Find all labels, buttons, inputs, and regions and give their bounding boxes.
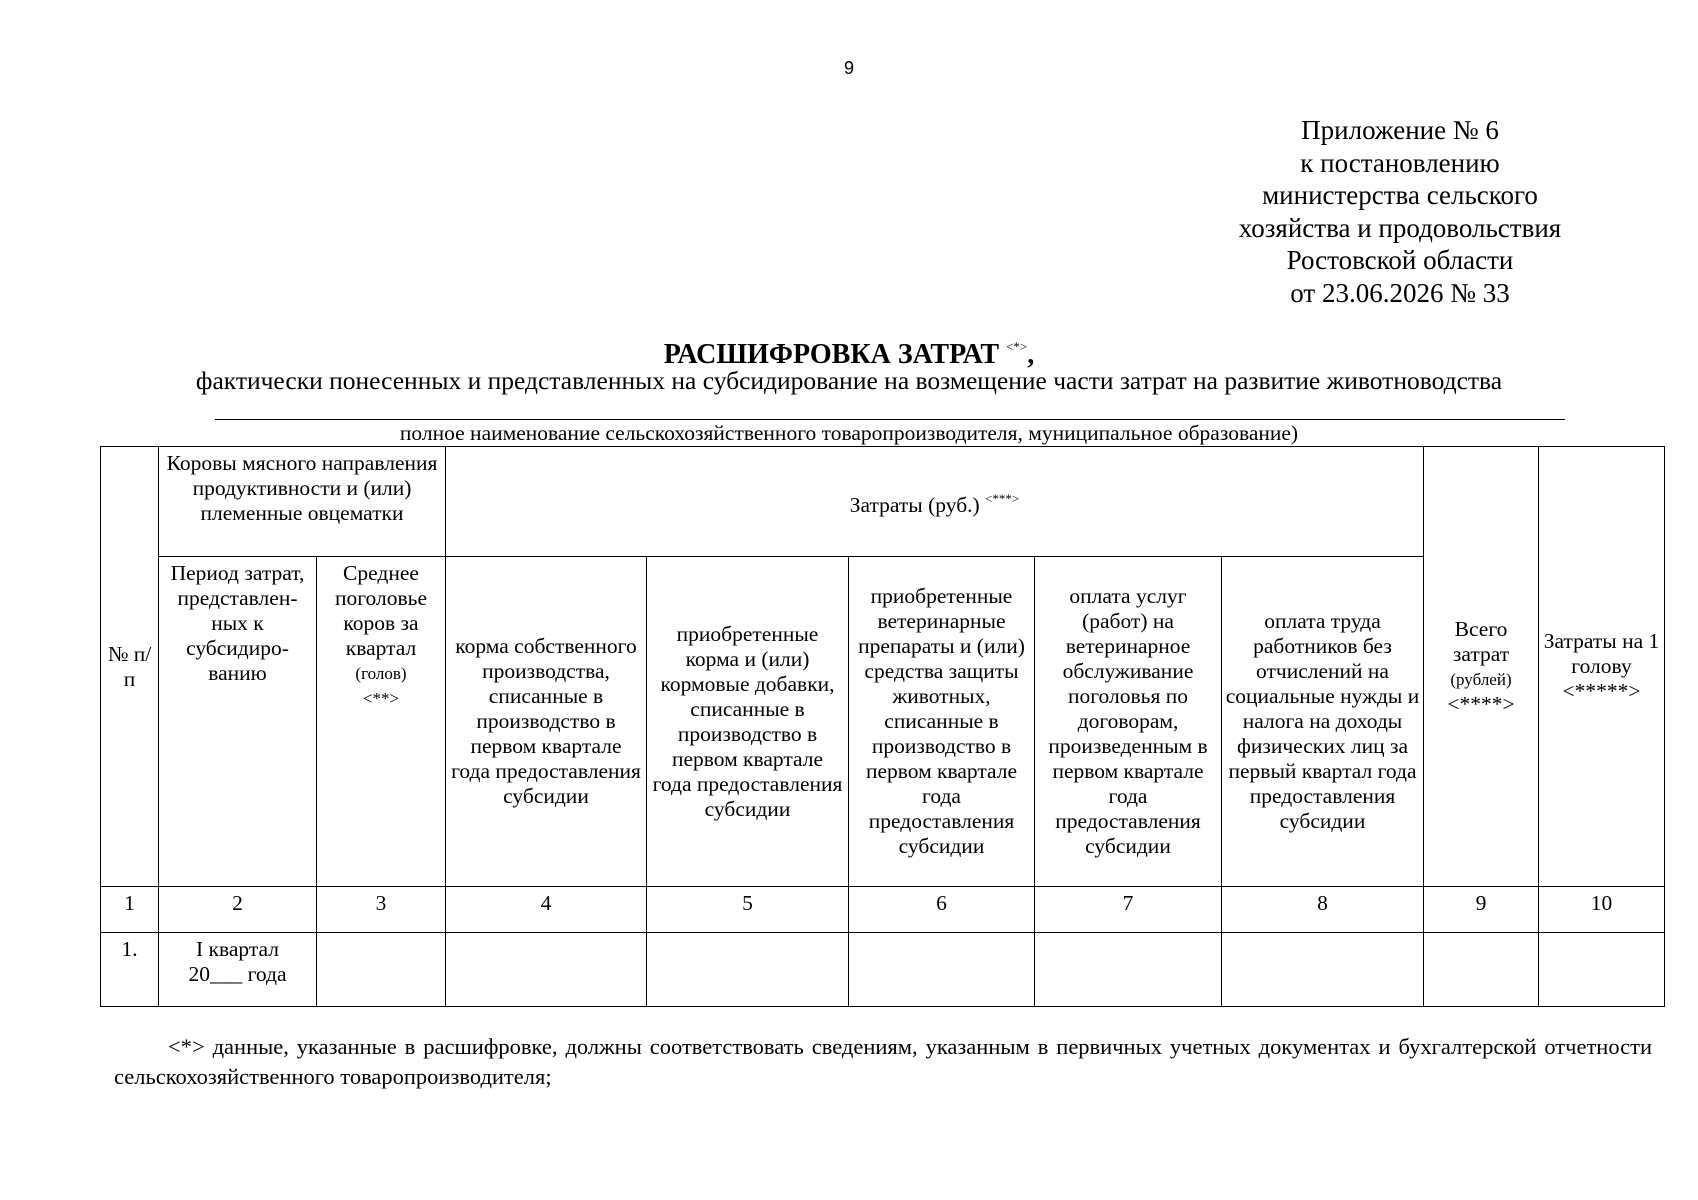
row-own-feed-cell[interactable] <box>446 933 647 1007</box>
header-cell-own-feed <box>446 557 647 887</box>
appendix-line: к постановлению <box>1300 147 1500 178</box>
producer-name-caption: полное наименование сельскохозяйственного товаропроизводителя, муниципальное образование) <box>399 421 1299 445</box>
header-cell-period <box>159 557 317 887</box>
header-cell-per-head <box>1539 447 1665 887</box>
header-avg-head-label: Среднее поголовье коров за квартал <box>335 561 427 660</box>
row-vet-services-cell[interactable] <box>1035 933 1222 1007</box>
header-costs-group-mark: <***> <box>985 490 1020 506</box>
row-period-line: 20___ года <box>188 962 287 986</box>
header-period-label: Период затрат, представлен-ных к субсидиро-ванию <box>170 561 305 685</box>
header-cell-avg-head <box>317 557 446 887</box>
row-period-cell <box>159 933 317 1007</box>
header-labor-label: оплата труда работников без отчислений на социальные нужды и налога на доходы физических лиц за первый квартал года предоставления субсидии <box>1225 609 1420 833</box>
header-vet-services-label: оплата услуг (работ) на ветеринарное обслуживание поголовья по договорам, произведенным в первом квартале года предоставления субсидии <box>1048 584 1208 858</box>
header-number-label: № п/п <box>107 641 152 691</box>
column-number-cell: 2 <box>159 887 317 933</box>
column-number-cell: 8 <box>1222 887 1424 933</box>
row-per-head-cell[interactable] <box>1539 933 1665 1007</box>
header-cell-cows-group <box>159 447 446 557</box>
row-labor-cell[interactable] <box>1222 933 1424 1007</box>
appendix-block <box>1180 114 1620 309</box>
appendix-line: от 23.06.2026 № 33 <box>1290 277 1510 308</box>
page-number: 9 <box>843 58 854 78</box>
title-comma: , <box>1027 339 1035 370</box>
column-number-cell: 7 <box>1035 887 1222 933</box>
column-number-cell: 3 <box>317 887 446 933</box>
column-number-cell: 5 <box>647 887 849 933</box>
header-total-label: Всего затрат <box>1452 616 1510 666</box>
header-avg-head-mark: <**> <box>362 689 400 708</box>
header-cell-costs-group <box>446 447 1424 557</box>
appendix-line: министерства сельского <box>1262 180 1538 210</box>
header-cell-total <box>1424 447 1539 887</box>
appendix-line: хозяйства и продовольствия <box>1238 212 1562 243</box>
header-total-mark: <****> <box>1447 691 1515 716</box>
title-main: РАСШИФРОВКА ЗАТРАТ <box>663 339 1000 370</box>
column-number-cell: 4 <box>446 887 647 933</box>
header-cell-number <box>101 447 159 887</box>
header-costs-group-label: Затраты (руб.) <box>849 492 980 517</box>
row-avg-head-cell[interactable] <box>317 933 446 1007</box>
header-cell-vet-drugs <box>849 557 1035 887</box>
row-total-cell[interactable] <box>1424 933 1539 1007</box>
column-number-cell: 6 <box>849 887 1035 933</box>
header-vet-drugs-label: приобретенные ветеринарные препараты и (или) средства защиты животных, списанные в производство в первом квартале года предоставления субсидии <box>858 584 1025 858</box>
column-number-cell: 9 <box>1424 887 1539 933</box>
row-purchased-feed-cell[interactable] <box>647 933 849 1007</box>
table-row <box>101 933 1665 1007</box>
header-row-groups <box>101 447 1665 557</box>
costs-table <box>100 446 1665 1007</box>
header-cell-purchased-feed <box>647 557 849 887</box>
row-number-cell: 1. <box>101 933 159 1007</box>
column-numbers-row <box>101 887 1665 933</box>
header-total-unit: (рублей) <box>1450 669 1512 689</box>
header-own-feed-label: корма собственного производства, списанные в производство в первом квартале года предоставления субсидии <box>451 634 641 808</box>
footnote: <*> данные, указанные в расшифровке, должны соответствовать сведениям, указанным в первичных учетных документах и бухгалтерской отчетности сельскохозяйственного товаропроизводителя; <box>114 1034 1652 1089</box>
title-footnote-mark: <*> <box>1006 339 1028 354</box>
header-cell-labor <box>1222 557 1424 887</box>
column-number-cell: 10 <box>1539 887 1665 933</box>
header-cows-group-label: Коровы мясного направления продуктивности и (или) племенные овцематки <box>166 451 438 525</box>
appendix-line: Приложение № 6 <box>1301 115 1499 145</box>
column-number-cell: 1 <box>101 887 159 933</box>
row-vet-drugs-cell[interactable] <box>849 933 1035 1007</box>
row-period-line: I квартал <box>196 937 279 961</box>
header-per-head-label: Затраты на 1 голову <box>1543 629 1660 678</box>
header-cell-vet-services <box>1035 557 1222 887</box>
header-avg-head-unit: (голов) <box>355 664 407 683</box>
appendix-line: Ростовской области <box>1286 245 1514 275</box>
header-purchased-feed-label: приобретенные корма и (или) кормовые добавки, списанные в производство в первом квартале года предоставления субсидии <box>652 621 843 821</box>
header-per-head-mark: <*****> <box>1562 679 1641 703</box>
document-subtitle: фактически понесенных и представленных на субсидирование на возмещение части затрат на развитие животноводства <box>195 366 1503 395</box>
